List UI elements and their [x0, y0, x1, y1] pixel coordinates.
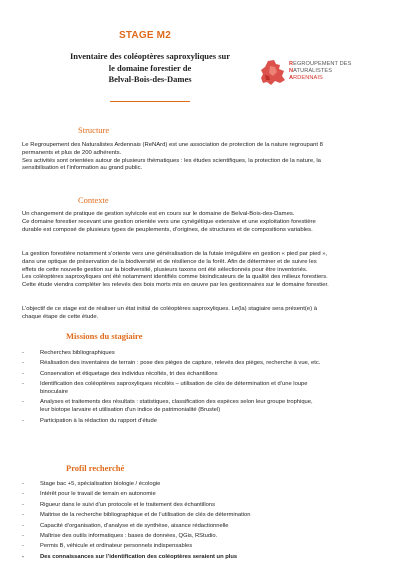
title-line: Belval-Bois-des-Dames [108, 74, 192, 84]
structure-paragraph: Le Regroupement des Naturalistes Ardennais (ReNArd) est une association de protection de la nature regroupant 8 permanents et plus de 200 adhérents. Ses activités sont orientées autour de plusieurs thématiques : les études scientifiques, la protection de la nature, la sensibilisation et l’information au grand public. [22, 142, 323, 172]
document-title [30, 51, 270, 86]
logo-wordmark: REGROUPEMENT DES NATURALISTES ARDENNAIS [289, 61, 352, 82]
list-item: - Conservation et étiquetage des individus récoltés, tri des échantillons [22, 370, 218, 377]
list-item: - Analyses et traitements des résultats : statistiques, classification des espèces selon leur groupe trophique, leur biotope larvaire et utilisation d’un indice de patrimonialité (Brustel) [22, 399, 313, 414]
section-heading-profil: Profil recherché [66, 463, 125, 473]
title-line: Inventaire des coléoptères saproxyliques sur [69, 51, 231, 61]
list-item: - Recherches bibliographiques [22, 350, 115, 356]
list-item: - Permis B, véhicule et ordinateur personnels indispensables [22, 543, 193, 550]
contexte-paragraph-1: Un changement de pratique de gestion sylvicole est en cours sur le domaine de Belval-Bois-des-Dames. Ce domaine forestier recevant une gestion orientée vers une cynégétique extensive et une exploitation forestière durable est composé de plusieurs types de peuplements, d’origines, de structures et de compositions variables. [22, 211, 316, 233]
title-line: le domaine forestier de [108, 62, 192, 73]
list-item: - Intérêt pour le travail de terrain en autonomie [22, 491, 156, 498]
list-item: - Des connaissances sur l’identification des coléoptères seraient un plus [22, 553, 238, 560]
list-item: - Réalisation des inventaires de terrain : pose des pièges de capture, relevés des pièges, recherche à vue, etc. [22, 360, 321, 367]
renard-logo [258, 58, 398, 90]
profil-list [22, 481, 392, 564]
missions-list [22, 350, 392, 428]
ardennes-map-icon [258, 58, 288, 88]
list-item: - Maitrise de la recherche bibliographique et de l’utilisation de clés de détermination [22, 512, 251, 519]
contexte-paragraph-2: La gestion forestière notamment s’oriente vers une généralisation de la futaie irrégulière en gestion « pied par pied », dans une optique de préservation de la biodiversité et de résilience de la forêt. Afin de déterminer et de suivre les effets de cette nouvelle gestion sur la biodiversité, plusieurs taxons ont été sélectionnés pour être inventoriés. Les coléoptères saproxyliques ont été notamment identifiés comme bioindicateurs de la qualité des milieux forestiers. Cette étude viendra compléter les relevés des bois morts mis en œuvre par les gestionnaires sur le domaine forestier. [22, 251, 329, 289]
section-heading-structure: Structure [78, 125, 110, 135]
list-item: - Maîtrise des outils informatiques : bases de données, QGis, RStudio. [22, 532, 218, 539]
title-underline [110, 101, 190, 102]
list-item: - Capacité d’organisation, d’analyse et de synthèse, aisance rédactionnelle [22, 522, 229, 529]
list-item: - Participation à la rédaction du rapport d’étude [22, 417, 157, 424]
list-item: - Identification des coléoptères saproxyliques récoltés – utilisation de clés de détermination et d’une loupe binoculaire [22, 381, 308, 395]
section-heading-contexte: Contexte [78, 195, 109, 205]
list-item: - Stage bac +5, spécialisation biologie / écologie [22, 481, 161, 487]
section-heading-missions: Missions du stagiaire [66, 331, 143, 341]
contexte-paragraph-3: L’objectif de ce stage est de réaliser un état initial de coléoptères saproxyliques. Le(la) stagiaire sera présent(e) à chaque étape de cette étude. [22, 306, 318, 320]
list-item: - Rigueur dans le suivi d’un protocole et le traitement des échantillons [22, 501, 215, 508]
stage-label: STAGE M2 [119, 30, 171, 41]
